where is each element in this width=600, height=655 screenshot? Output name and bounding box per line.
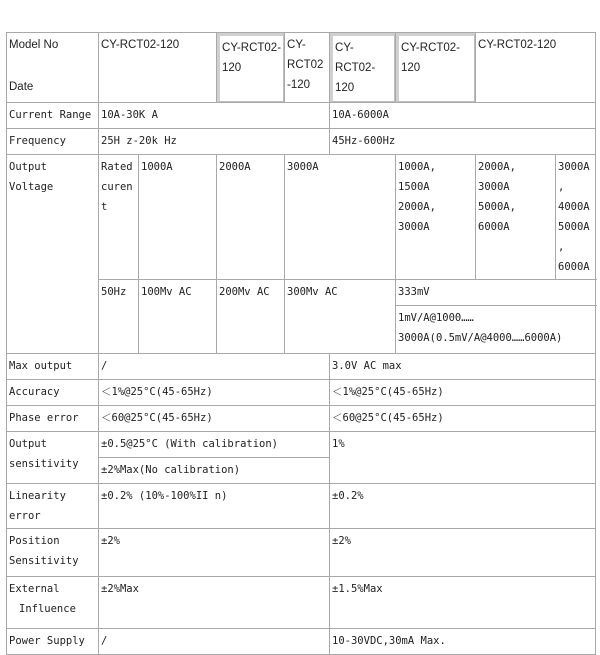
output-sensitivity-right: 1%: [330, 432, 596, 484]
accuracy-row: [7, 380, 596, 406]
output-voltage-label: [7, 155, 99, 354]
accuracy-right: ＜1%@25°C(45-65Hz): [330, 380, 596, 406]
rated-current-4: 1000A, 1500A 2000A, 3000A: [396, 155, 476, 280]
rated-current-label: Rated curent: [99, 155, 139, 280]
model-cell-5: [396, 33, 476, 103]
model-cell-2: [217, 33, 285, 103]
output-sensitivity-label-line1: Output: [9, 438, 47, 450]
model-label: Model No: [9, 39, 59, 51]
voltage-100mv: 100Mv AC: [139, 280, 217, 354]
max-output-left: /: [99, 354, 330, 380]
power-supply-label: Power Supply: [7, 629, 99, 655]
spec-table: [6, 32, 596, 655]
rated-current-5: 2000A, 3000A 5000A, 6000A: [476, 155, 556, 280]
max-output-row: [7, 354, 596, 380]
output-sensitivity-label: [7, 432, 99, 484]
linearity-error-left: ±0.2% (10%-100%II n): [99, 484, 330, 529]
rated-current-6: 3000A, 4000A 5000A, 6000A: [556, 155, 596, 280]
model-label-cell: [7, 33, 99, 103]
power-supply-left: /: [99, 629, 330, 655]
position-sensitivity-right: ±2%: [330, 529, 596, 577]
linearity-error-label: Linearity error: [7, 484, 99, 529]
position-sensitivity-left: ±2%: [99, 529, 330, 577]
rated-current-1: 1000A: [139, 155, 217, 280]
external-influence-row: [7, 577, 596, 629]
external-influence-right: ±1.5%Max: [330, 577, 596, 629]
linearity-error-right: ±0.2%: [330, 484, 596, 529]
model-cell-2-box: CY-RCT02-120: [217, 33, 284, 102]
frequency-row: [7, 129, 596, 155]
model-cell-6: CY-RCT02-120: [476, 33, 596, 103]
power-supply-row: [7, 629, 596, 655]
output-sensitivity-calibrated: ±0.5@25°C (With calibration): [99, 432, 330, 458]
voltage-ratio-note: 1mV/A@1000……3000A(0.5mV/A@4000……6000A): [396, 306, 596, 354]
model-row: [7, 33, 596, 103]
position-sensitivity-label-line1: Position: [9, 535, 60, 547]
position-sensitivity-label-line2: Sensitivity: [9, 555, 79, 567]
power-supply-right: 10-30VDC,30mA Max.: [330, 629, 596, 655]
output-voltage-rated-row: [7, 155, 596, 280]
phase-error-row: [7, 406, 596, 432]
current-range-right: 10A-6000A: [330, 103, 596, 129]
output-sensitivity-uncalibrated: ±2%Max(No calibration): [99, 458, 330, 484]
max-output-right: 3.0V AC max: [330, 354, 596, 380]
phase-error-left: ＜60@25°C(45-65Hz): [99, 406, 330, 432]
frequency-50hz: 50Hz: [99, 280, 139, 354]
linearity-error-row: [7, 484, 596, 529]
voltage-200mv: 200Mv AC: [217, 280, 285, 354]
phase-error-label: Phase error: [7, 406, 99, 432]
external-influence-left: ±2%Max: [99, 577, 330, 629]
external-influence-label-line1: External: [9, 583, 60, 595]
accuracy-label: Accuracy: [7, 380, 99, 406]
model-cell-5-box: CY-RCT02-120: [396, 33, 475, 102]
frequency-right: 45Hz-600Hz: [330, 129, 596, 155]
output-voltage-label-line2: Voltage: [9, 181, 54, 193]
model-cell-4-box: CY-RCT02-120: [330, 33, 395, 102]
date-label: Date: [9, 81, 34, 93]
current-range-left: 10A-30K A: [99, 103, 330, 129]
max-output-label: Max output: [7, 354, 99, 380]
current-range-label: Current Range: [7, 103, 99, 129]
voltage-300mv: 300Mv AC: [285, 280, 396, 354]
voltage-333mv: 333mV: [396, 280, 596, 306]
position-sensitivity-label: [7, 529, 99, 577]
frequency-label: Frequency: [7, 129, 99, 155]
model-cell-4: [330, 33, 396, 103]
frequency-left: 25H z-20k Hz: [99, 129, 330, 155]
current-range-row: [7, 103, 596, 129]
rated-current-3: 3000A: [285, 155, 396, 280]
output-sensitivity-row: [7, 432, 596, 458]
model-cell-1: CY-RCT02-120: [99, 33, 217, 103]
model-cell-3: CY-RCT02-120: [285, 33, 330, 103]
external-influence-label-line2: Influence: [19, 603, 76, 615]
phase-error-right: ＜60@25°C(45-65Hz): [330, 406, 596, 432]
rated-current-2: 2000A: [217, 155, 285, 280]
accuracy-left: ＜1%@25°C(45-65Hz): [99, 380, 330, 406]
output-voltage-label-line1: Output: [9, 161, 47, 173]
position-sensitivity-row: [7, 529, 596, 577]
output-sensitivity-label-line2: sensitivity: [9, 458, 79, 470]
external-influence-label: [7, 577, 99, 629]
